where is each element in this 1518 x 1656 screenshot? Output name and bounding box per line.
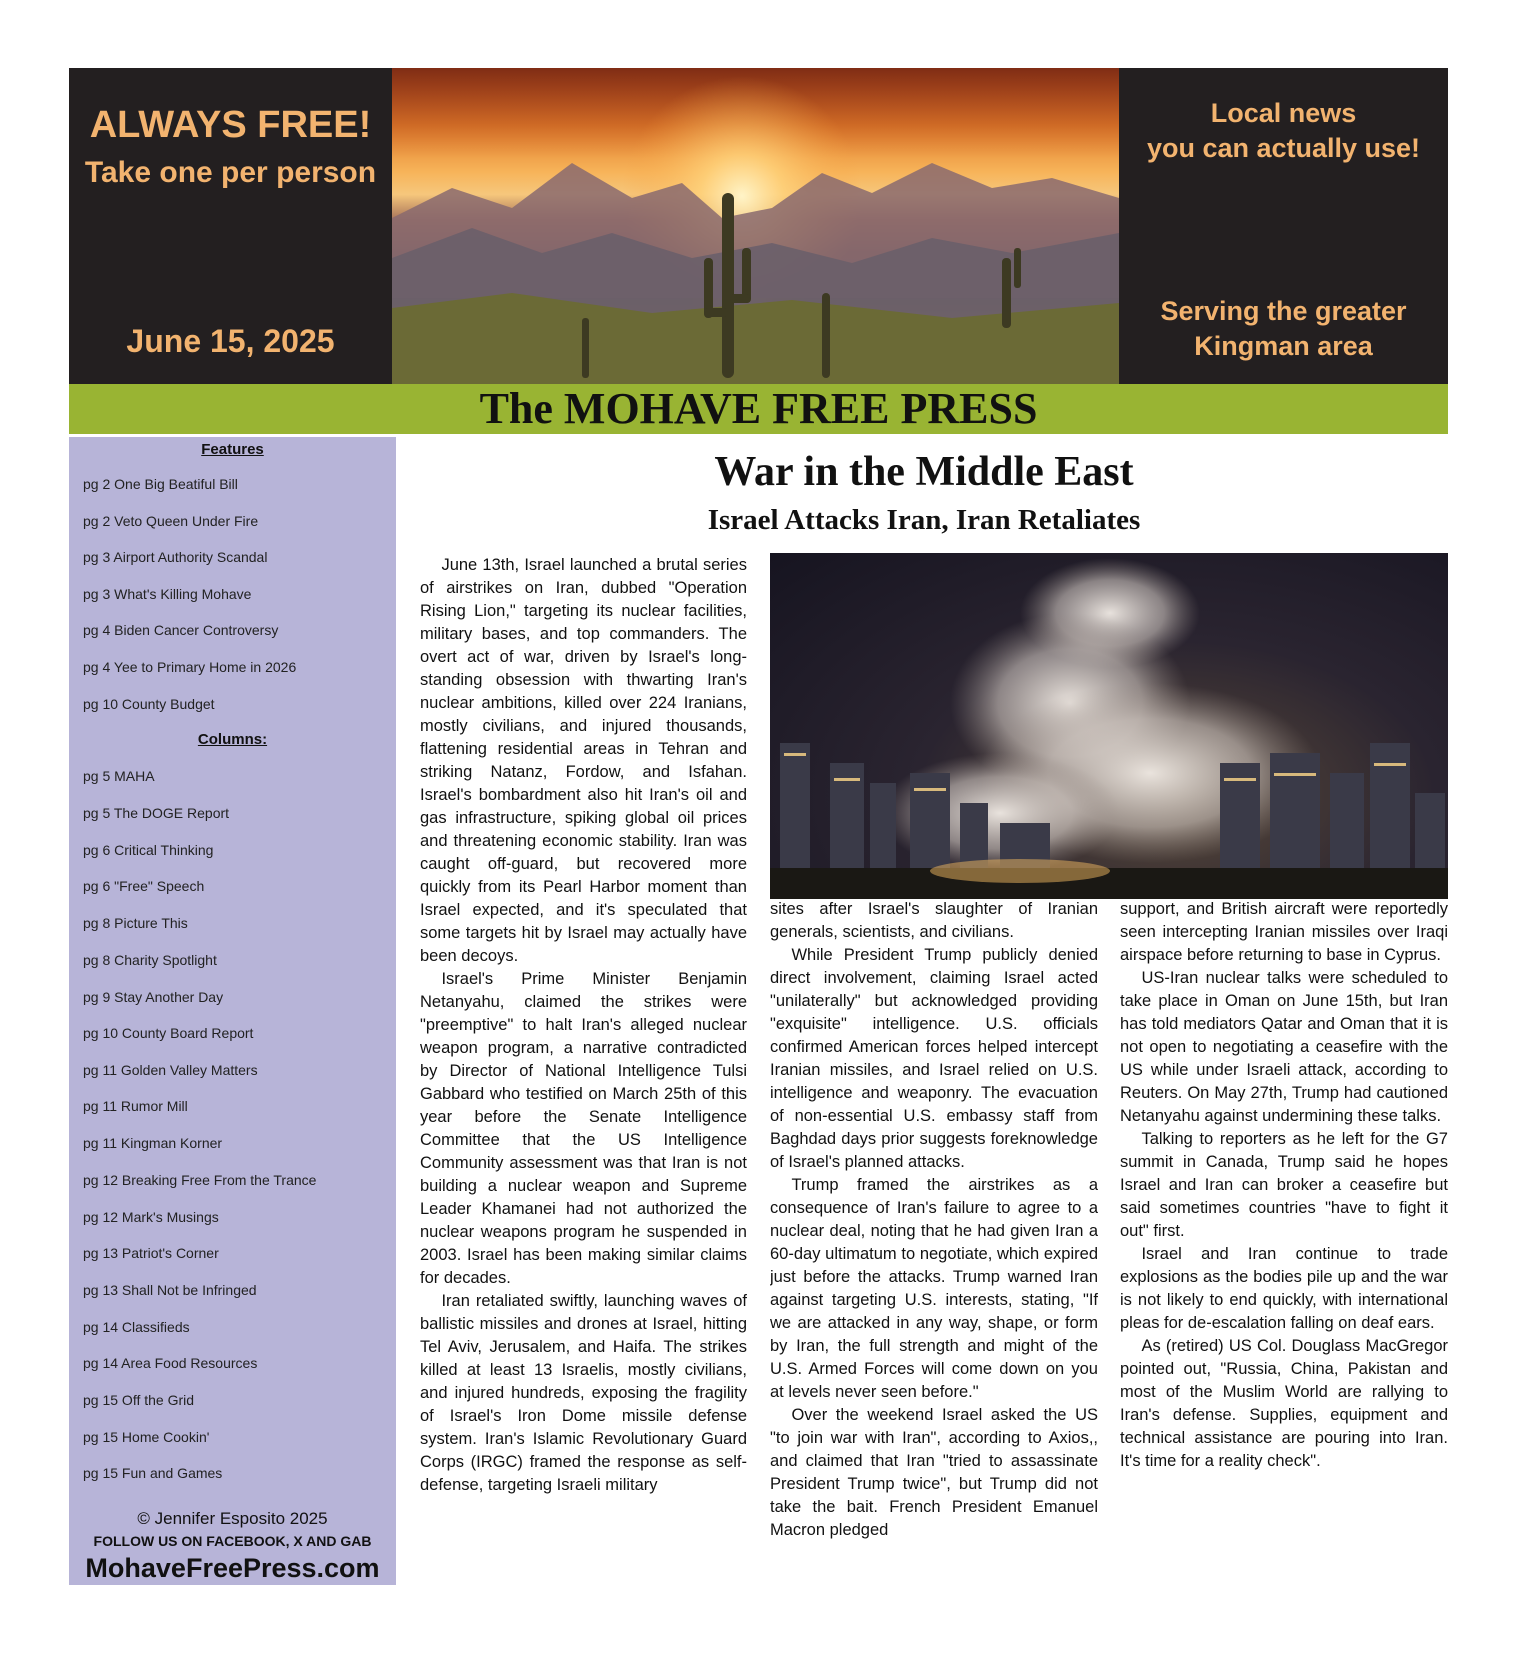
column-item: pg 14 Classifieds	[83, 1319, 190, 1335]
feature-item: pg 2 Veto Queen Under Fire	[83, 513, 259, 529]
social-follow-notice: FOLLOW US ON FACEBOOK, X AND GAB	[93, 1533, 372, 1549]
masthead	[69, 68, 1448, 384]
tagline-line-1: Local news	[1210, 98, 1357, 128]
feature-item: pg 4 Yee to Primary Home in 2026	[83, 659, 297, 675]
column-item: pg 10 County Board Report	[83, 1025, 254, 1041]
features-heading: Features	[201, 441, 264, 458]
issue-date: June 15, 2025	[126, 323, 335, 359]
column-item: pg 15 Fun and Games	[83, 1465, 223, 1481]
article-paragraph: While President Trump publicly denied direct involvement, claiming Israel acted "unilaterally" but acknowledged providing "exquisite" intelligence. U.S. officials confirmed American forces helped intercept Iranian missiles, and Israel relied on U.S. intelligence and weaponry. The evacuation of non-essential U.S. embassy staff from Baghdad days prior suggests foreknowledge of Israel's planned attacks.	[770, 946, 1098, 1171]
column-item: pg 13 Shall Not be Infringed	[83, 1282, 257, 1298]
feature-item: pg 3 What's Killing Mohave	[83, 586, 252, 602]
article-paragraph: As (retired) US Col. Douglass MacGregor pointed out, "Russia, China, Pakistan and most of the Muslim World are rallying to Iran's defense. Supplies, equipment and technical assistance are pouring into Iran. It's time for a reality check".	[1120, 1337, 1448, 1470]
masthead-right-panel	[1119, 68, 1448, 384]
feature-item: pg 3 Airport Authority Scandal	[83, 549, 268, 565]
tagline	[1119, 96, 1448, 166]
column-item: pg 12 Mark's Musings	[83, 1209, 219, 1225]
article-paragraph: US-Iran nuclear talks were scheduled to take place in Oman on June 15th, but Iran has told mediators Qatar and Oman that it is not open to negotiating a ceasefire with the US while under Israeli attack, according to Reuters. On May 27th, Trump had cautioned Netanyahu against undermining these talks.	[1120, 969, 1448, 1125]
column-item: pg 8 Charity Spotlight	[83, 952, 217, 968]
feature-item: pg 10 County Budget	[83, 696, 215, 712]
title-bar	[69, 384, 1448, 434]
always-free-banner: ALWAYS FREE!	[89, 104, 372, 146]
article-paragraph: Iran retaliated swiftly, launching waves of ballistic missiles and drones at Israel, hitting Tel Aviv, Jerusalem, and Haifa. The strikes killed at least 13 Israelis, mostly civilians, and injured hundreds, exposing the fragility of Israel's Iron Dome missile defense system. Iran's Islamic Revolutionary Guard Corps (IRGC) framed the response as self-defense, targeting Israeli military	[420, 1292, 747, 1494]
tagline-line-2: you can actually use!	[1146, 133, 1421, 163]
article-headline: War in the Middle East	[714, 449, 1134, 495]
column-item: pg 11 Golden Valley Matters	[83, 1062, 258, 1078]
column-item: pg 6 "Free" Speech	[83, 878, 205, 894]
article-paragraph: sites after Israel's slaughter of Iranian generals, scientists, and civilians.	[770, 900, 1098, 941]
take-one-notice: Take one per person	[84, 156, 377, 189]
article-paragraph: June 13th, Israel launched a brutal series of airstrikes on Iran, dubbed "Operation Rising Lion," targeting its nuclear facilities, military bases, and top commanders. The overt act of war, driven by Israel's long-standing obsession with thwarting Iran's nuclear ambitions, killed over 224 Iranians, mostly civilians, and injured thousands, flattening residential areas in Tehran and striking Natanz, Fordow, and Isfahan. Israel's bombardment also hit Iran's oil and gas infrastructure, spiking global oil prices and threatening economic stability. Iran was caught off-guard, but recovered more quickly from its Pearl Harbor moment than Israel expected, and it's speculated that some targets hit by Israel may actually have been decoys.	[420, 556, 747, 965]
masthead-left-panel	[69, 68, 392, 384]
article-column-1	[420, 554, 747, 1594]
article-paragraph: Israel's Prime Minister Benjamin Netanyahu, claimed the strikes were "preemptive" to halt Iran's alleged nuclear weapon program, a narrative contradicted by Director of National Intelligence Tulsi Gabbard who testified on March 25th of this year before the Senate Intelligence Committee that the US Intelligence Community assessment was that Iran is not building a nuclear weapon and Supreme Leader Khamanei had not authorized the nuclear weapons program he suspended in 2003. Israel has been making similar claims for decades.	[420, 970, 747, 1287]
column-item: pg 6 Critical Thinking	[83, 842, 214, 858]
column-item: pg 5 The DOGE Report	[83, 805, 230, 821]
service-area-line-1: Serving the greater	[1160, 296, 1407, 326]
column-item: pg 11 Kingman Korner	[83, 1135, 223, 1151]
column-item: pg 9 Stay Another Day	[83, 989, 224, 1005]
article-paragraph: Israel and Iran continue to trade explosions as the bodies pile up and the war is not likely to end quickly, with international pleas for de-escalation falling on deaf ears.	[1120, 1245, 1448, 1332]
website-url: MohaveFreePress.com	[85, 1553, 380, 1583]
column-item: pg 8 Picture This	[83, 915, 188, 931]
column-item: pg 5 MAHA	[83, 768, 155, 784]
newspaper-title: The MOHAVE FREE PRESS	[479, 384, 1038, 433]
article-subheadline: Israel Attacks Iran, Iran Retaliates	[707, 504, 1141, 536]
article-paragraph: support, and British aircraft were reportedly seen intercepting Iranian missiles over Iraqi airspace before returning to base in Cyprus.	[1120, 900, 1448, 964]
article-column-2	[770, 898, 1098, 1594]
column-item: pg 13 Patriot's Corner	[83, 1245, 219, 1261]
article-paragraph: Over the weekend Israel asked the US "to join war with Iran", according to Axios,, and claimed that Iran "tried to assassinate President Trump twice", but Trump did not take the bait. French President Emanuel Macron pledged	[770, 1406, 1098, 1539]
feature-item: pg 2 One Big Beatiful Bill	[83, 476, 238, 492]
table-of-contents-sidebar	[69, 437, 396, 1585]
column-item: pg 15 Home Cookin'	[83, 1429, 210, 1445]
feature-item: pg 4 Biden Cancer Controversy	[83, 622, 279, 638]
column-item: pg 11 Rumor Mill	[83, 1098, 188, 1114]
column-item: pg 12 Breaking Free From the Trance	[83, 1172, 317, 1188]
column-item: pg 15 Off the Grid	[83, 1392, 195, 1408]
column-item: pg 14 Area Food Resources	[83, 1355, 258, 1371]
columns-heading: Columns:	[197, 731, 268, 748]
article-paragraph: Trump framed the airstrikes as a consequence of Iran's failure to agree to a nuclear deal, noting that he had given Iran a 60-day ultimatum to negotiate, which expired just before the attacks. Trump warned Iran against targeting U.S. interests, stating, "If we are attacked in any way, shape, or form by Iran, the full strength and might of the U.S. Armed Forces will come down on you at levels never seen before."	[770, 1176, 1098, 1401]
desert-sunset-image	[392, 68, 1119, 384]
city-explosion-photo	[770, 553, 1448, 899]
copyright-notice: © Jennifer Esposito 2025	[137, 1509, 328, 1528]
article-column-3	[1120, 898, 1448, 1594]
service-area-line-2: Kingman area	[1194, 331, 1373, 361]
article-paragraph: Talking to reporters as he left for the G7 summit in Canada, Trump said he hopes Israel and Iran can broker a ceasefire but said sometimes countries "have to fight it out" first.	[1120, 1130, 1448, 1240]
service-area	[1119, 294, 1448, 364]
